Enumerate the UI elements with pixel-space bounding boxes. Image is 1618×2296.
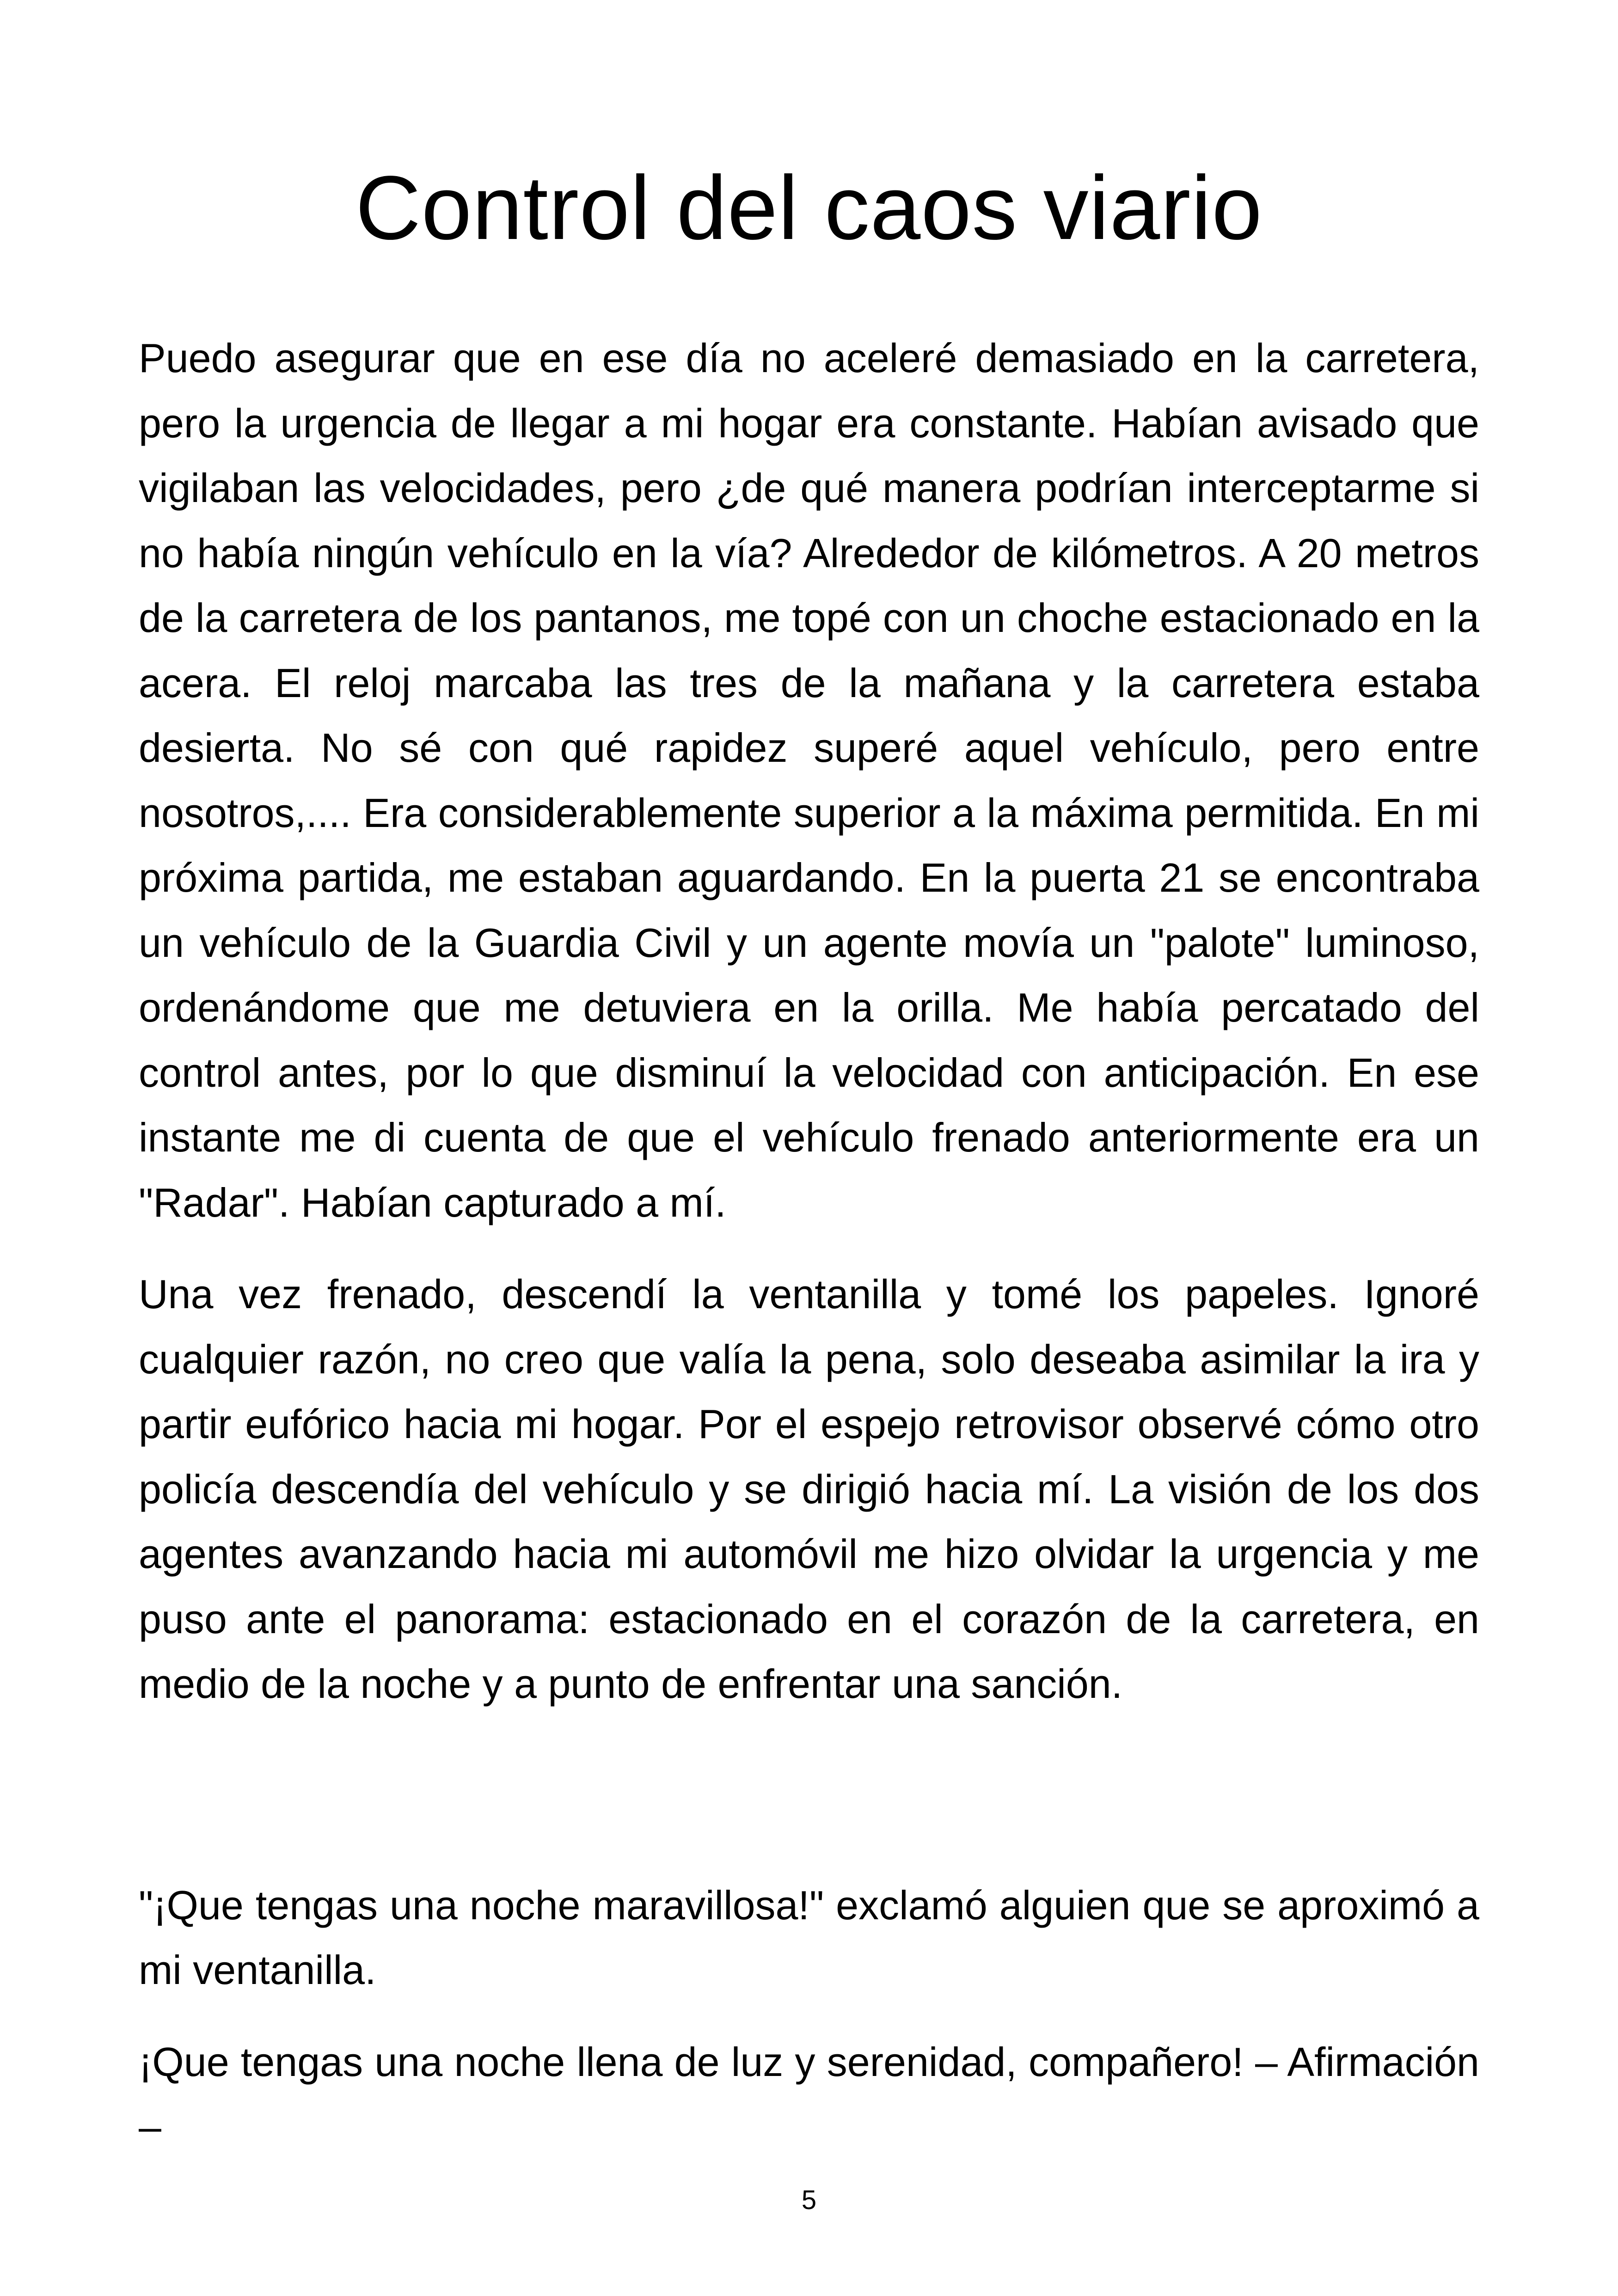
body-text	[139, 326, 1479, 2160]
paragraph-3: "¡Que tengas una noche maravillosa!" exclamó alguien que se aproximó a mi ventanilla.	[139, 1882, 1479, 1993]
page-number: 5	[801, 2185, 817, 2215]
paragraph-1: Puedo asegurar que en ese día no aceleré demasiado en la carretera, pero la urgencia de llegar a mi hogar era constante. Habían avisado que vigilaban las velocidades, pero ¿de qué manera podrían interceptarme si no había ningún vehículo en la vía? Alrededor de kilómetros. A 20 metros de la carretera de los pantanos, me topé con un choche estacionado en la acera. El reloj marcaba las tres de la mañana y la carretera estaba desierta. No sé con qué rapidez superé aquel vehículo, pero entre nosotros,.... Era considerablemente superior a la máxima permitida. En mi próxima partida, me estaban aguardando. En la puerta 21 se encontraba un vehículo de la Guardia Civil y un agente movía un "palote" luminoso, ordenándome que me detuviera en la orilla. Me había percatado del control antes, por lo que disminuí la velocidad con anticipación. En ese instante me di cuenta de que el vehículo frenado anteriormente era un "Radar". Habían capturado a mí.	[139, 335, 1479, 1225]
paragraph-2: Una vez frenado, descendí la ventanilla y tomé los papeles. Ignoré cualquier razón, no creo que valía la pena, solo deseaba asimilar la ira y partir eufórico hacia mi hogar. Por el espejo retrovisor observé cómo otro policía descendía del vehículo y se dirigió hacia mí. La visión de los dos agentes avanzando hacia mi automóvil me hizo olvidar la urgencia y me puso ante el panorama: estacionado en el corazón de la carretera, en medio de la noche y a punto de enfrentar una sanción.	[139, 1271, 1479, 1707]
page-title: Control del caos viario	[355, 157, 1263, 258]
paragraph-4: ¡Que tengas una noche llena de luz y serenidad, compañero! – Afirmación –	[139, 2039, 1479, 2149]
